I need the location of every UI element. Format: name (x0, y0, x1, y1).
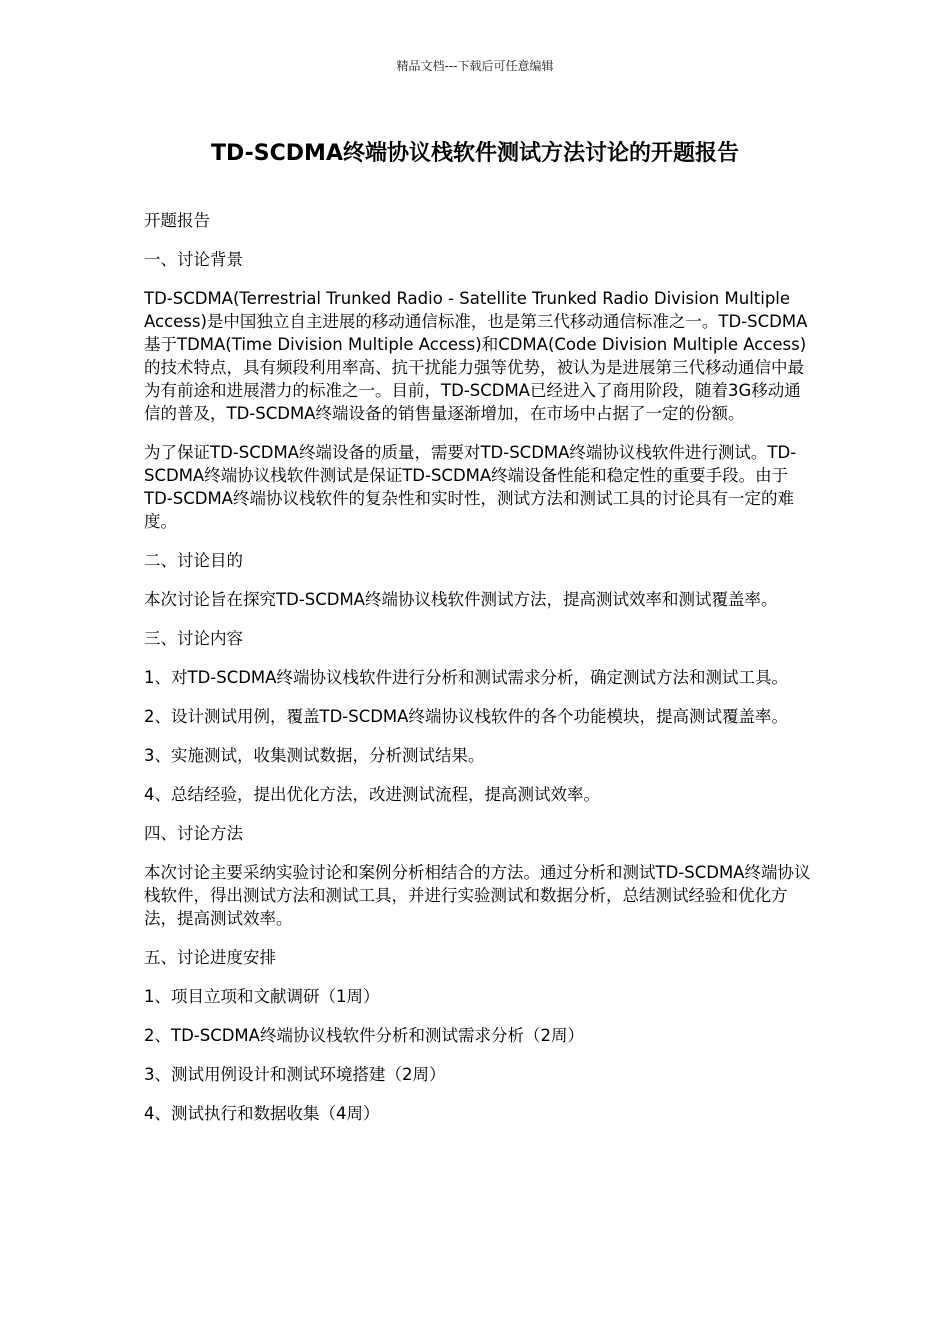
heading-content: 三、讨论内容 (144, 629, 243, 648)
header-note: 精品文档---下载后可任意编辑 (396, 59, 554, 73)
paragraph-purpose: 本次讨论旨在探究TD-SCDMA终端协议栈软件测试方法，提高测试效率和测试覆盖率。 (144, 590, 778, 609)
paragraph-background-2: 为了保证TD-SCDMA终端设备的质量，需要对TD-SCDMA终端协议栈软件进行测试。TD-SCDMA终端协议栈软件测试是保证TD-SCDMA终端设备性能和稳定性的重要手段。由于TD-SCDMA终端协议栈软件的复杂性和实时性，测试方法和测试工具的讨论具有一定的难度。 (144, 443, 797, 531)
schedule-item-3: 3、测试用例设计和测试环境搭建（2周） (144, 1065, 446, 1084)
paragraph-background-1: TD-SCDMA(Terrestrial Trunked Radio - Satellite Trunked Radio Division Multiple Access)是中国独立自主进展的移动通信标准，也是第三代移动通信标准之一。TD-SCDMA基于TDMA(Time Division Multiple Access)和CDMA(Code Division Multiple Access)的技术特点，具有频段利用率高、抗干扰能力强等优势，被认为是进展第三代移动通信中最为有前途和进展潜力的标准之一。目前，TD-SCDMA已经进入了商用阶段，随着3G移动通信的普及，TD-SCDMA终端设备的销售量逐渐增加，在市场中占据了一定的份额。 (144, 289, 808, 423)
heading-method: 四、讨论方法 (144, 824, 243, 843)
schedule-item-4: 4、测试执行和数据收集（4周） (144, 1104, 380, 1123)
content-item-2: 2、设计测试用例，覆盖TD-SCDMA终端协议栈软件的各个功能模块，提高测试覆盖率。 (144, 707, 788, 726)
paragraph-report-label: 开题报告 (144, 211, 210, 230)
document-body (144, 209, 816, 1141)
heading-background: 一、讨论背景 (144, 250, 243, 269)
content-item-1: 1、对TD-SCDMA终端协议栈软件进行分析和测试需求分析，确定测试方法和测试工具。 (144, 668, 788, 687)
paragraph-method: 本次讨论主要采纳实验讨论和案例分析相结合的方法。通过分析和测试TD-SCDMA终端协议栈软件，得出测试方法和测试工具，并进行实验测试和数据分析，总结测试经验和优化方法，提高测试效率。 (144, 863, 811, 928)
schedule-item-1: 1、项目立项和文献调研（1周） (144, 987, 380, 1006)
content-item-3: 3、实施测试，收集测试数据，分析测试结果。 (144, 746, 485, 765)
content-item-4: 4、总结经验，提出优化方法，改进测试流程，提高测试效率。 (144, 785, 600, 804)
heading-purpose: 二、讨论目的 (144, 551, 243, 570)
document-title: TD-SCDMA终端协议栈软件测试方法讨论的开题报告 (211, 141, 739, 166)
heading-schedule: 五、讨论进度安排 (144, 948, 276, 967)
schedule-item-2: 2、TD-SCDMA终端协议栈软件分析和测试需求分析（2周） (144, 1026, 584, 1045)
